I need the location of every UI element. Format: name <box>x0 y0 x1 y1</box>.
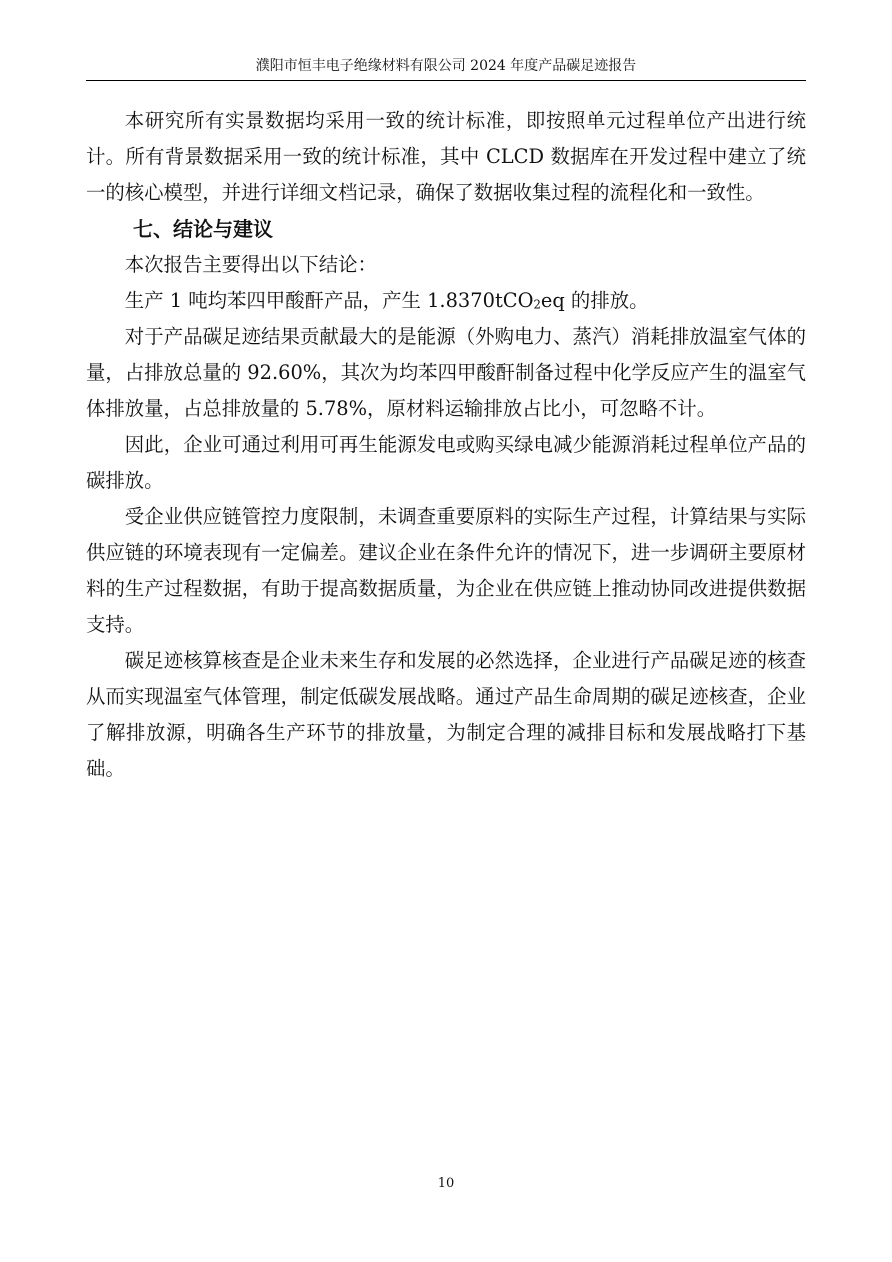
header-divider <box>86 80 806 81</box>
paragraph-carbon-footprint-strategy: 碳足迹核算核查是企业未来生存和发展的必然选择，企业进行产品碳足迹的核查从而实现温室气体管理，制定低碳发展战略。通过产品生命周期的碳足迹核查，企业了解排放源，明确各生产环节的排放量，为制定合理的减排目标和发展战略打下基础。 <box>86 649 806 780</box>
section-heading-conclusion: 七、结论与建议 <box>133 217 273 241</box>
paragraph-contribution-analysis: 对于产品碳足迹结果贡献最大的是能源（外购电力、蒸汽）消耗排放温室气体的量，占排放总量的 92.60%，其次为均苯四甲酸酐制备过程中化学反应产生的温室气体排放量，占总排放量的 5.78%，原材料运输排放占比小，可忽略不计。 <box>86 325 806 420</box>
page-header: 濮阳市恒丰电子绝缘材料有限公司 2024 年度产品碳足迹报告 <box>255 58 637 74</box>
co2-subscript: 2 <box>533 297 541 312</box>
emission-result-text: 生产 1 吨均苯四甲酸酐产品，产生 1.8370tCO <box>124 289 534 312</box>
paragraph-emission-result <box>86 283 806 319</box>
paragraph-supply-chain-limitation: 受企业供应链管控力度限制，未调查重要原料的实际生产过程，计算结果与实际供应链的环境表现有一定偏差。建议企业在条件允许的情况下，进一步调研主要原材料的生产过程数据，有助于提高数据质量，为企业在供应链上推动协同改进提供数据支持。 <box>86 505 806 636</box>
document-body <box>86 103 806 787</box>
paragraph-data-consistency: 本研究所有实景数据均采用一致的统计标准，即按照单元过程单位产出进行统计。所有背景数据采用一致的统计标准，其中 CLCD 数据库在开发过程中建立了统一的核心模型，并进行详细文档记录，确保了数据收集过程的流程化和一致性。 <box>86 109 806 204</box>
paragraph-conclusion-intro: 本次报告主要得出以下结论： <box>124 253 377 276</box>
emission-result-unit: eq 的排放。 <box>540 289 649 312</box>
page-number: 10 <box>437 1176 455 1191</box>
paragraph-renewable-recommendation: 因此，企业可通过利用可再生能源发电或购买绿电减少能源消耗过程单位产品的碳排放。 <box>86 433 806 492</box>
